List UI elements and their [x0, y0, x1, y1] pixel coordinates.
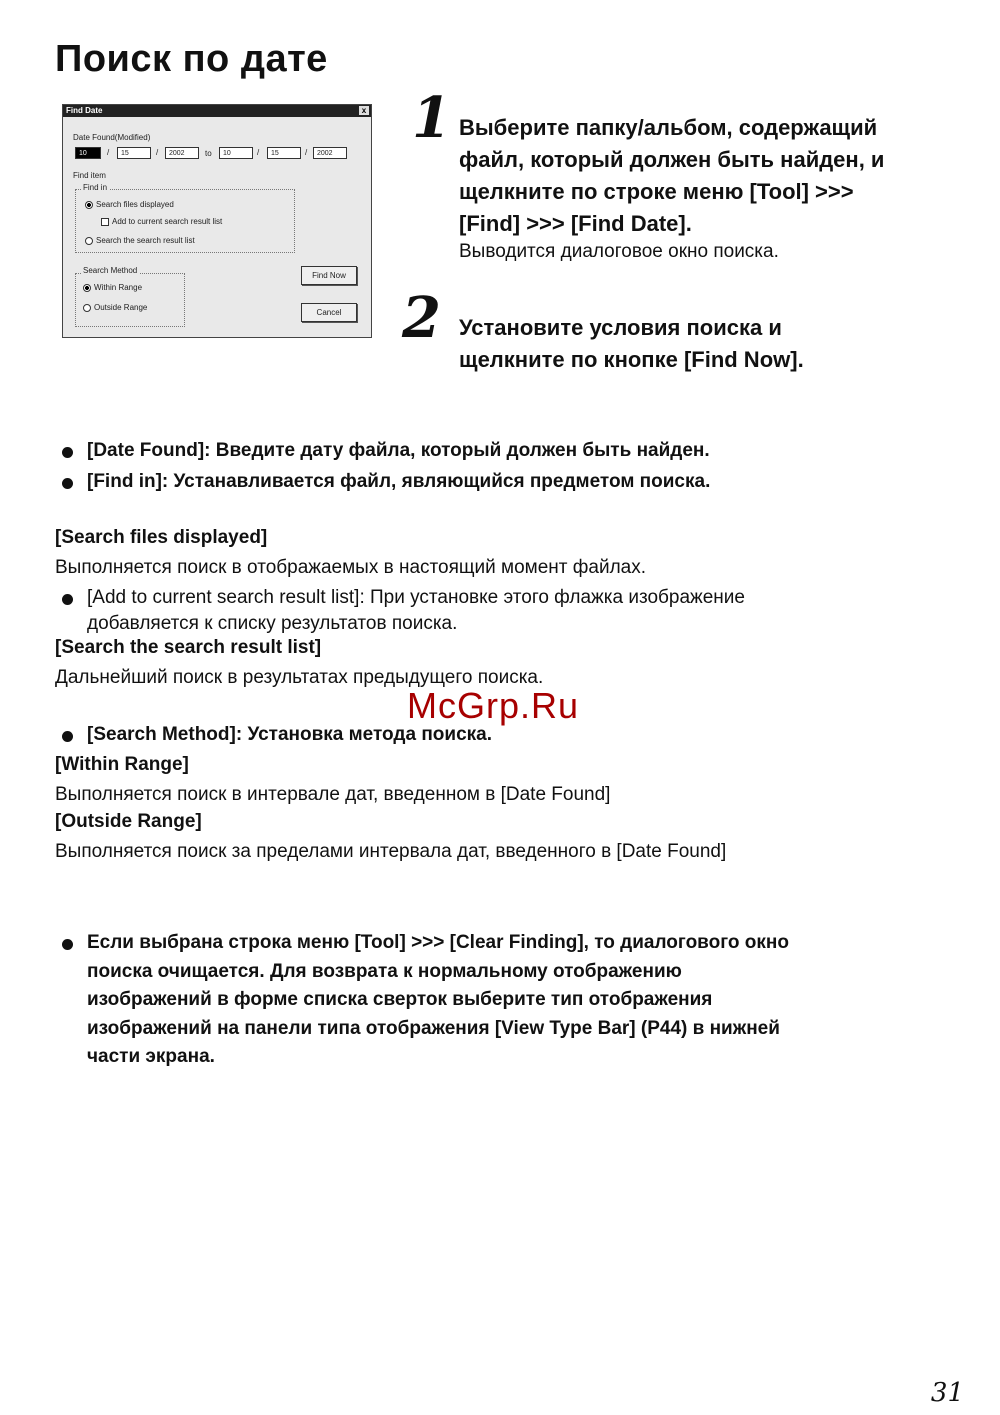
search-result-heading: [Search the search result list] [55, 637, 322, 658]
search-files-heading: [Search files displayed] [55, 527, 268, 548]
search-method-group [75, 273, 185, 327]
note-line: Если выбрана строка меню [Tool] >>> [Clear Finding], то диалогового окно [87, 932, 789, 953]
date-separator: / [156, 148, 159, 157]
bullet-key: [Date Found]: [87, 440, 211, 461]
page-number: 31 [930, 1378, 964, 1408]
bullet-text: [Add to current search result list]: При установке этого флажка изображение [87, 587, 745, 608]
step-line: файл, который должен быть найден, и [459, 147, 885, 172]
step-1-text [459, 112, 884, 240]
step-2-text [459, 312, 804, 376]
find-date-dialog [62, 104, 372, 338]
search-result-list-radio[interactable]: Search the search result list [85, 236, 195, 245]
step-1-note: Выводится диалоговое окно поиска. [459, 241, 779, 262]
step-line: щелкните по строке меню [Tool] >>> [459, 179, 854, 204]
within-range-heading: [Within Range] [55, 754, 189, 775]
outside-range-heading: [Outside Range] [55, 811, 202, 832]
step-line: [Find] >>> [Find Date]. [459, 211, 692, 236]
find-now-button[interactable]: Find Now [301, 266, 357, 285]
step-line: щелкните по кнопке [Find Now]. [459, 347, 804, 372]
bullet-text: Устанавливается файл, являющийся предметом поиска. [168, 471, 711, 492]
step-number: 1 [412, 85, 451, 151]
from-month-field[interactable]: 10 [75, 147, 101, 159]
radio-icon [83, 304, 91, 312]
outside-range-text: Выполняется поиск за пределами интервала дат, введенного в [Date Found] [55, 841, 727, 862]
close-icon[interactable]: x [359, 106, 369, 115]
outside-range-radio[interactable]: Outside Range [83, 303, 147, 312]
add-to-current-bullet [62, 584, 962, 636]
radio-icon [85, 237, 93, 245]
date-separator: / [305, 148, 308, 157]
search-files-text: Выполняется поиск в отображаемых в настоящий момент файлах. [55, 557, 647, 578]
note-line: изображений в форме списка сверток выберите тип отображения [87, 989, 713, 1010]
step-number: 2 [402, 285, 441, 351]
bullet-icon [62, 447, 73, 458]
checkbox-icon [101, 218, 109, 226]
add-to-current-checkbox[interactable]: Add to current search result list [101, 217, 222, 226]
radio-selected-icon [85, 201, 93, 209]
dialog-title: Find Date [66, 106, 103, 115]
watermark: McGrp.Ru [407, 685, 580, 726]
note-line: части экрана. [87, 1046, 215, 1067]
within-range-text: Выполняется поиск в интервале дат, введенном в [Date Found] [55, 784, 611, 805]
to-year-field[interactable]: 2002 [313, 147, 347, 159]
find-item-label: Find item [73, 171, 106, 180]
note-line: поиска очищается. Для возврата к нормальному отображению [87, 960, 682, 982]
bullet-icon [62, 478, 73, 489]
bullet-find-in [62, 468, 962, 496]
bullet-icon [62, 731, 73, 742]
page-title: Поиск по дате [55, 38, 328, 80]
bullet-date-found [62, 437, 962, 465]
to-label: to [205, 149, 212, 158]
bullet-text: добавляется к списку результатов поиска. [87, 613, 458, 634]
from-day-field[interactable]: 15 [117, 147, 151, 159]
from-year-field[interactable]: 2002 [165, 147, 199, 159]
search-files-displayed-radio[interactable]: Search files displayed [85, 200, 174, 209]
within-range-radio[interactable]: Within Range [83, 283, 142, 292]
bullet-text: [Search Method]: Установка метода поиска. [87, 724, 493, 745]
to-month-field[interactable]: 10 [219, 147, 253, 159]
dialog-titlebar [63, 105, 371, 117]
radio-selected-icon [83, 284, 91, 292]
bullet-icon [62, 939, 73, 950]
bullet-search-method [62, 721, 962, 749]
step-line: Выберите папку/альбом, содержащий [459, 115, 878, 140]
bullet-icon [62, 594, 73, 605]
find-in-label: Find in [83, 183, 108, 192]
date-separator: / [257, 148, 260, 157]
search-result-text: Дальнейший поиск в результатах предыдущего поиска. [55, 667, 544, 688]
clear-finding-note [62, 929, 962, 1072]
bullet-text: Введите дату файла, который должен быть найден. [210, 440, 710, 461]
note-line: изображений на панели типа отображения [View Type Bar] (P44) в нижней [87, 1017, 780, 1039]
step-line: Установите условия поиска и [459, 315, 782, 340]
date-found-label: Date Found(Modified) [73, 133, 151, 142]
to-day-field[interactable]: 15 [267, 147, 301, 159]
cancel-button[interactable]: Cancel [301, 303, 357, 322]
search-method-label: Search Method [83, 266, 138, 275]
date-separator: / [107, 148, 110, 157]
bullet-key: [Find in]: [87, 471, 169, 492]
